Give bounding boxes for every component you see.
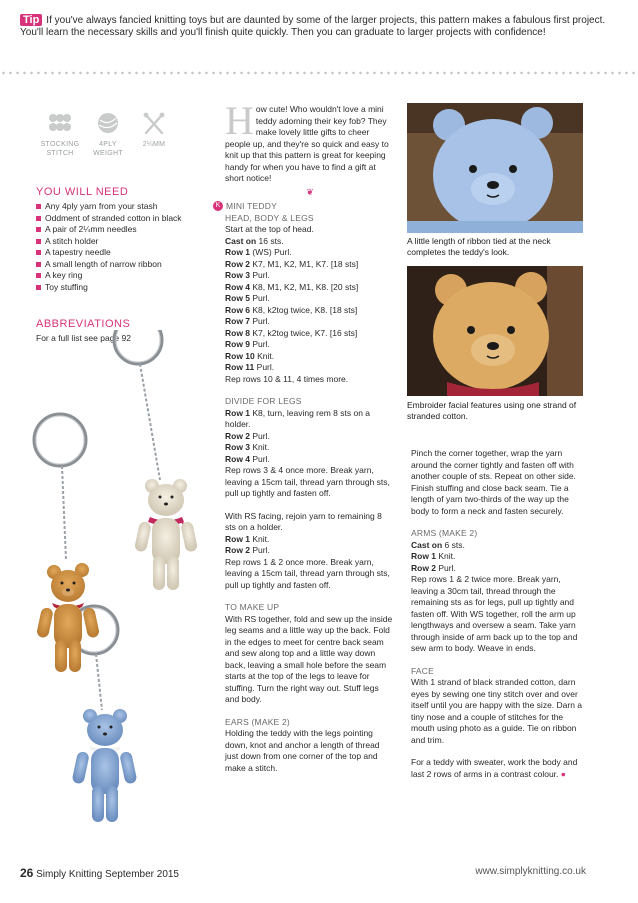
stocking-stitch-icon [47, 112, 73, 134]
gold-teddy-photo [407, 266, 583, 396]
row-label: Row 2 [225, 258, 251, 269]
row-text: Purl. [250, 453, 270, 464]
cream-teddy [134, 479, 198, 590]
row-text: Purl. [254, 362, 275, 372]
blue-teddy-photo [407, 103, 583, 233]
abbreviations-text: For a full list see page 92 [36, 333, 131, 343]
website-url: www.simplyknitting.co.uk [475, 866, 586, 877]
row-label: Row 8 [225, 327, 251, 338]
row-text: Knit. [250, 442, 270, 452]
section-heading: EARS (MAKE 2) [225, 716, 290, 727]
row-text: K8, M1, K2, M1, K8. [20 sts] [250, 281, 359, 292]
pattern-row [225, 339, 395, 351]
list-item: A key ring [36, 270, 216, 282]
end-mark-icon: ● [560, 768, 566, 779]
row-text: Purl. [250, 545, 270, 555]
row-label: Row 7 [225, 316, 251, 326]
row-text: (WS) Purl. [250, 247, 292, 257]
row-label: Row 1 [225, 533, 251, 544]
pattern-row [411, 551, 586, 563]
list-item: Toy stuffing [36, 282, 216, 294]
row-text: Purl. [250, 316, 270, 326]
abbreviations-heading: ABBREVIATIONS [36, 318, 131, 330]
pattern-row [225, 534, 395, 546]
tip-text: If you've always fancied knitting toys but are daunted by some of the larger projects, this pattern makes a fabulous first project. You'll learn the necessary skills and you'll finish quite quickly. Then you can graduate to larger projects with confidence! [20, 15, 606, 38]
list-item: Any 4ply yarn from your stash [36, 201, 216, 213]
sweater-text: For a teddy with sweater, work the body and last 2 rows of arms in a contrast colour. [411, 757, 578, 779]
pattern-row [225, 282, 395, 294]
row-label: Row 3 [225, 270, 251, 280]
pattern-text: Rep rows 1 & 2 once more. Break yarn, leaving a 15cm tail, thread yarn through sts, pull up tightly and fasten off. [225, 556, 390, 590]
footer-left [20, 866, 179, 880]
materials-list [36, 201, 216, 293]
row-label: Row 6 [225, 304, 251, 315]
row-text: Purl. [250, 293, 270, 303]
row-label: Row 4 [225, 281, 251, 292]
section-heading: DIVIDE FOR LEGS [225, 396, 302, 406]
row-text: 6 sts. [442, 539, 465, 550]
section-heading: HEAD, BODY & LEGS [225, 212, 314, 223]
photo-caption: Embroider facial features using one strand of stranded cotton. [407, 400, 577, 421]
section-heading: ARMS (MAKE 2) [411, 528, 478, 538]
icon-label: WEIGHT [93, 150, 123, 157]
pattern-row [225, 328, 395, 340]
pattern-row [225, 431, 395, 443]
pattern-row [225, 259, 395, 271]
row-text: Knit. [436, 551, 456, 561]
intro-text: ow cute! Who wouldn't love a mini teddy adorning their key fob? They make lovely little gifts to cheer people up, and they're so quick and easy to knit up that this pattern is great for keeping handy for when you have to find a gift at short notice! [225, 104, 389, 183]
row-text: Purl. [436, 562, 456, 573]
row-label: Row 2 [411, 562, 437, 573]
icon-label: 4PLY [99, 141, 117, 148]
pattern-row [225, 316, 395, 328]
pattern-row [411, 563, 586, 575]
list-item: A stitch holder [36, 236, 216, 248]
icon-label: STITCH [46, 150, 74, 157]
row-label: Row 4 [225, 453, 251, 464]
pattern-text: Pinch the corner together, wrap the yarn around the corner tightly and fasten off with another couple of sts. Repeat on other side. Finish stuffing and close back seam. Tie a length of yarn two-thirds of the way up the body to form a neck and fasten securely. [411, 448, 576, 516]
pattern-row [411, 540, 586, 552]
pattern-text: With RS together, fold and sew up the inside leg seams and a little way up the back. Fold in the edges to meet for centre back seam and sew along top and a little way down back, leaving a small hole before the seam starts at the top of the legs to leave for stuffing. Turn the right way out. Stuff legs and body. [225, 613, 393, 704]
section-heading: FACE [411, 665, 435, 676]
row-text: Purl. [250, 270, 270, 280]
blue-teddy [71, 709, 137, 822]
pattern-text: Rep rows 10 & 11, 4 times more. [225, 373, 349, 384]
row-text: Purl. [250, 430, 270, 441]
pattern-text: With 1 strand of black stranded cotton, darn eyes by sewing one tiny stitch over and over itself until you are happy with the size. Darn a tiny nose and a couple of stitches for the mouth using photo as a guide. Tie on ribbon and trim. [411, 677, 583, 745]
pattern-row [225, 408, 395, 431]
row-label: Row 1 [225, 247, 251, 257]
pattern-row [225, 545, 395, 557]
pattern-row [225, 293, 395, 305]
gold-teddy [36, 563, 100, 672]
pattern-column [215, 98, 395, 774]
row-label: Row 9 [225, 339, 251, 349]
row-label: Row 10 [225, 350, 255, 361]
pattern-text: Rep rows 3 & 4 once more. Break yarn, leaving a 15cm tail, thread yarn through sts, pull up tightly and fasten off. [225, 465, 390, 498]
row-label: Row 3 [225, 442, 251, 452]
tip-badge: Tip [20, 14, 42, 26]
stocking-stitch-info [38, 112, 82, 158]
you-will-need [36, 186, 216, 293]
magazine-issue: Simply Knitting September 2015 [36, 869, 179, 880]
pattern-text: With RS facing, rejoin yarn to remaining 8 sts on a holder. [225, 510, 382, 532]
row-text: Knit. [254, 350, 275, 361]
row-label: Row 2 [225, 430, 251, 441]
row-label: Cast on [411, 539, 443, 550]
list-item: A pair of 2¼mm needles [36, 224, 216, 236]
knit-badge: K [213, 201, 223, 211]
list-item: A small length of narrow ribbon [36, 259, 216, 271]
list-item: A tapestry needle [36, 247, 216, 259]
row-text: K7, M1, K2, M1, K7. [18 sts] [250, 258, 359, 269]
pattern-row [225, 362, 395, 374]
keyring-teddies-illustration [20, 330, 230, 850]
yarn-weight-info [86, 112, 130, 158]
pattern-text: Rep rows 1 & 2 twice more. Break yarn, leaving a 30cm tail, thread through the remaining sts as for legs, pull up tightly and fasten off. With WS together, roll the arm up lengthways and oversew a seam. Take yarn through inside of arm back up to the top and sew arm to body. Weave in ends. [411, 574, 578, 653]
pattern-title-line [215, 201, 395, 213]
pattern-row [225, 305, 395, 317]
page-number: 26 [20, 866, 34, 880]
pattern-text: Holding the teddy with the legs pointing down, knot and anchor a length of thread just down from one corner of the top and make a stitch. [225, 728, 380, 773]
row-text: Knit. [250, 533, 270, 544]
yarn-ball-icon [95, 112, 121, 134]
row-label: Row 2 [225, 545, 251, 555]
row-label: Row 11 [225, 362, 255, 372]
row-label: Row 1 [225, 407, 251, 418]
photo-caption: A little length of ribbon tied at the neck completes the teddy's look. [407, 236, 551, 257]
pattern-row [225, 442, 395, 454]
pattern-row [225, 351, 395, 363]
icon-label: STOCKING [40, 141, 80, 148]
pattern-row [225, 236, 395, 248]
row-label: Row 1 [411, 551, 437, 561]
row-text: K7, k2tog twice, K7. [16 sts] [250, 327, 358, 338]
pattern-title: MINI TEDDY [226, 201, 277, 211]
instructions-column [411, 448, 586, 780]
pattern-text: Start at the top of head. [225, 224, 314, 234]
pattern-row [225, 270, 395, 282]
row-text: 16 sts. [256, 235, 284, 246]
row-text: K8, k2tog twice, K8. [18 sts] [250, 304, 358, 315]
row-text: Purl. [250, 339, 270, 349]
tip-banner [20, 14, 620, 39]
section-heading: TO MAKE UP [225, 602, 280, 612]
icon-label: 2¼MM [142, 141, 166, 148]
you-will-need-heading: YOU WILL NEED [36, 186, 129, 198]
pattern-text [411, 757, 586, 780]
dotted-divider [0, 70, 638, 76]
list-item: Oddment of stranded cotton in black [36, 213, 216, 225]
row-text: K8, turn, leaving rem 8 sts on a holder. [225, 407, 371, 429]
needle-size-info [132, 112, 176, 149]
ornament-icon: ❦ [306, 186, 314, 197]
pattern-row [225, 247, 395, 259]
needles-icon [141, 112, 167, 134]
row-label: Row 5 [225, 293, 251, 303]
pattern-row [225, 454, 395, 466]
row-label: Cast on [225, 235, 257, 246]
drop-cap: H [225, 98, 254, 143]
technique-icons [38, 112, 178, 162]
intro-paragraph [225, 98, 395, 185]
